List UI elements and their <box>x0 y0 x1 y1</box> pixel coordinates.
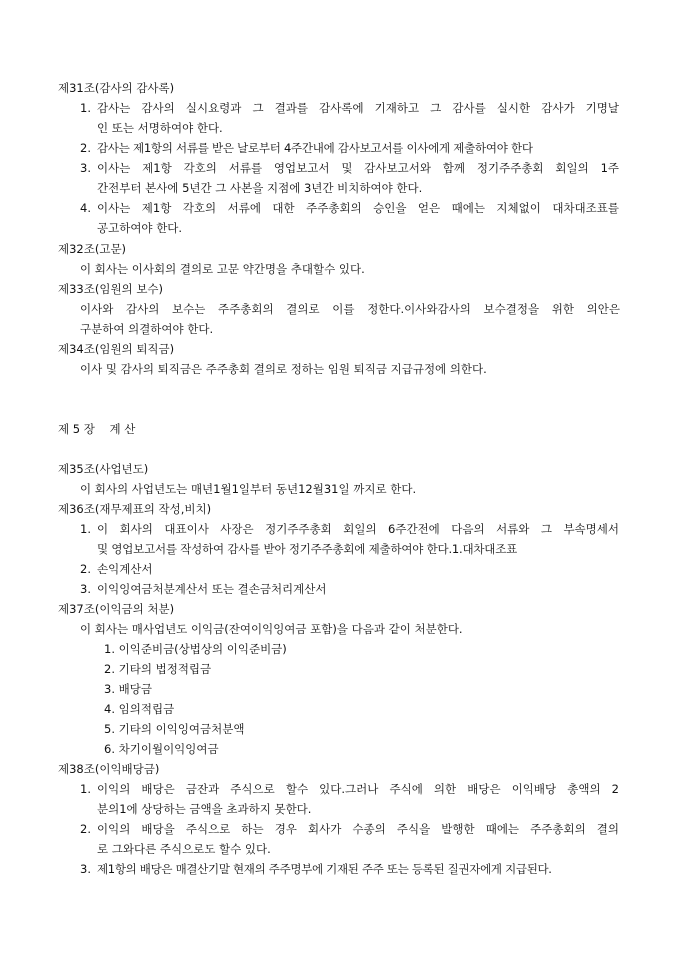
item-number: 1. <box>80 782 91 796</box>
item-number: 2. <box>80 822 91 836</box>
list-item: 4. 임의적립금 <box>104 702 175 716</box>
item-text-continued: 및 영업보고서를 작성하여 감사를 받아 정기주주총회에 제출하여야 한다.1.대차대조표 <box>97 542 518 556</box>
article-38-title: 제38조(이익배당금) <box>58 762 160 776</box>
item-text-continued: 인 또는 서명하여야 한다. <box>97 121 223 135</box>
item-text: 감사는 감사의 실시요령과 그 결과를 감사록에 기재하고 그 감사를 실시한 감사가 기명날 <box>97 101 619 115</box>
list-item: 5. 기타의 이익잉여금처분액 <box>104 722 245 736</box>
item-text: 이익의 배당을 주식으로 하는 경우 회사가 수종의 주식을 발행한 때에는 주주총회의 결의 <box>97 822 619 836</box>
item-number: 3. <box>80 862 91 876</box>
item-text: 이익의 배당은 금잔과 주식으로 할수 있다.그러나 주식에 의한 배당은 이익배당 총액의 2 <box>97 782 619 796</box>
article-34-title: 제34조(임원의 퇴직금) <box>58 342 175 356</box>
article-31-title: 제31조(감사의 감사록) <box>58 81 175 95</box>
article-body: 이 회사의 사업년도는 매년1월1일부터 동년12월31일 까지로 한다. <box>80 482 417 496</box>
article-body: 이사와 감사의 보수는 주주총회의 결의로 이를 정한다.이사와감사의 보수결정을 위한 의안은 <box>80 302 620 316</box>
item-text-continued: 간전부터 본사에 5년간 그 사본을 지점에 3년간 비치하여야 한다. <box>97 181 423 195</box>
article-32-title: 제32조(고문) <box>58 242 127 256</box>
article-body: 이 회사는 이사회의 결의로 고문 약간명을 추대할수 있다. <box>80 262 365 276</box>
list-item: 1. 이익준비금(상법상의 이익준비금) <box>104 642 287 656</box>
item-text: 이익잉여금처분계산서 또는 결손금처리계산서 <box>97 582 327 596</box>
item-text: 제1항의 배당은 매결산기말 현재의 주주명부에 기재된 주주 또는 등록된 질권자에게 지급된다. <box>97 862 552 876</box>
item-text-continued: 분의1에 상당하는 금액을 초과하지 못한다. <box>97 802 312 816</box>
list-item: 3. 배당금 <box>104 682 152 696</box>
article-37-title: 제37조(이익금의 처분) <box>58 602 175 616</box>
item-number: 1. <box>80 101 91 115</box>
article-body: 이사 및 감사의 퇴직금은 주주총회 결의로 정하는 임원 퇴직금 지급규정에 의한다. <box>80 362 487 376</box>
article-35-title: 제35조(사업년도) <box>58 462 149 476</box>
item-text: 이 회사의 대표이사 사장은 정기주주총회 회일의 6주간전에 다음의 서류와 그 부속명세서 <box>97 522 619 536</box>
article-body: 이 회사는 매사업년도 이익금(잔여이익잉여금 포함)을 다음과 같이 처분한다. <box>80 622 463 636</box>
article-36-title: 제36조(재무제표의 작성,비치) <box>58 502 212 516</box>
item-number: 1. <box>80 522 91 536</box>
item-number: 2. <box>80 562 91 576</box>
item-text-continued: 로 그와다른 주식으로도 할수 있다. <box>97 842 271 856</box>
article-33-title: 제33조(임원의 보수) <box>58 282 164 296</box>
item-number: 4. <box>80 201 91 215</box>
article-body-continued: 구분하여 의결하여야 한다. <box>80 322 214 336</box>
list-item: 2. 기타의 법정적립금 <box>104 662 212 676</box>
item-text: 손익계산서 <box>97 562 153 576</box>
item-number: 2. <box>80 141 91 155</box>
item-text: 감사는 제1항의 서류를 받은 날로부터 4주간내에 감사보고서를 이사에게 제출하여야 한다 <box>97 141 533 155</box>
chapter-heading: 제 5 장 계 산 <box>58 422 136 436</box>
item-text-continued: 공고하여야 한다. <box>97 221 183 235</box>
item-number: 3. <box>80 161 91 175</box>
list-item: 6. 차기이월이익잉여금 <box>104 742 219 756</box>
item-number: 3. <box>80 582 91 596</box>
item-text: 이사는 제1항 각호의 서류에 대한 주주총회의 승인을 얻은 때에는 지체없이 대차대조표를 <box>97 201 619 215</box>
item-text: 이사는 제1항 각호의 서류를 영업보고서 및 감사보고서와 함께 정기주주총회 회일의 1주 <box>97 161 619 175</box>
